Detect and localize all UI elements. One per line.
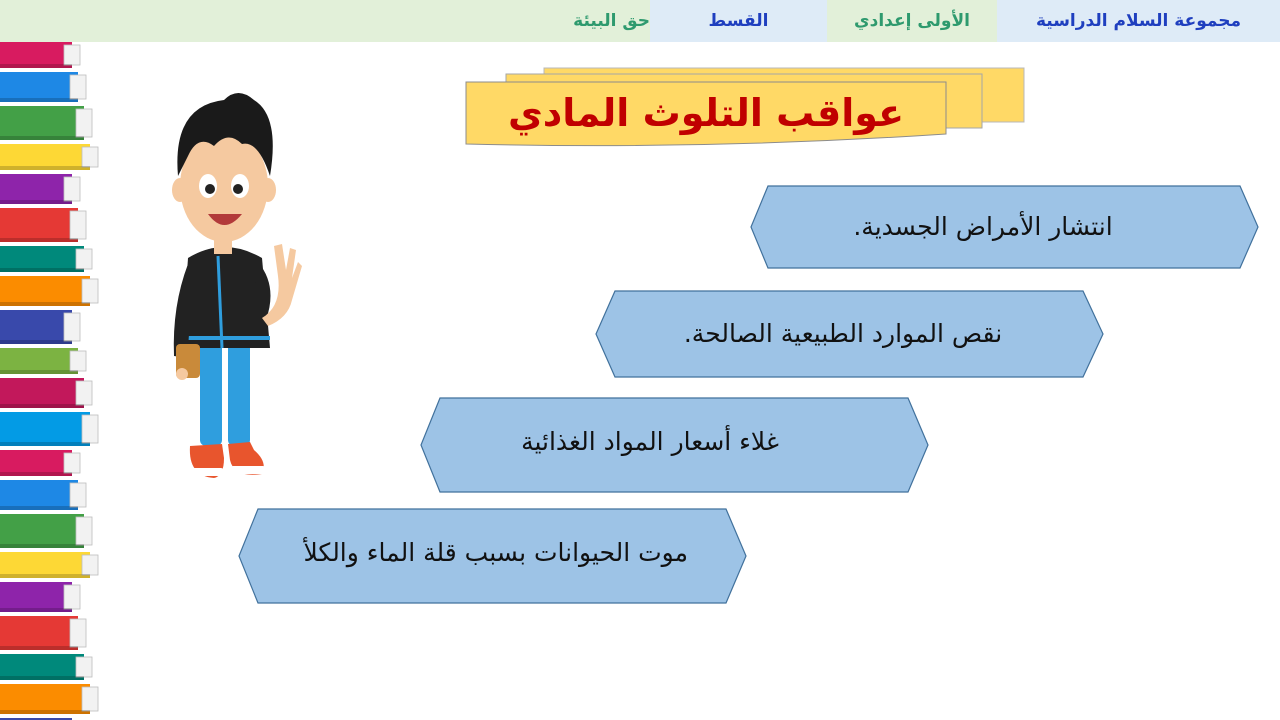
books-stack-illustration: [0, 42, 100, 720]
slide-title: عواقب التلوث المادي: [507, 91, 905, 135]
header-group: مجموعة السلام الدراسية: [997, 0, 1280, 42]
consequence-item-3: [420, 397, 930, 493]
consequence-item-3-text: غلاء أسعار المواد الغذائية: [521, 427, 779, 457]
consequence-item-2-text: نقص الموارد الطبيعية الصالحة.: [683, 319, 1003, 349]
header-topic: حق البيئة: [0, 0, 650, 42]
consequence-item-4: [238, 508, 748, 604]
consequence-item-1-text: انتشار الأمراض الجسدية.: [853, 212, 1113, 242]
header-grade: الأولى إعدادي: [827, 0, 997, 42]
header-unit: القسط: [650, 0, 827, 42]
consequence-item-4-text: موت الحيوانات بسبب قلة الماء والكلأ: [303, 538, 688, 568]
waving-boy-illustration: [158, 86, 308, 486]
consequence-item-1: [750, 185, 1260, 269]
consequence-item-2: [595, 290, 1105, 378]
header-bar: [0, 0, 1280, 42]
